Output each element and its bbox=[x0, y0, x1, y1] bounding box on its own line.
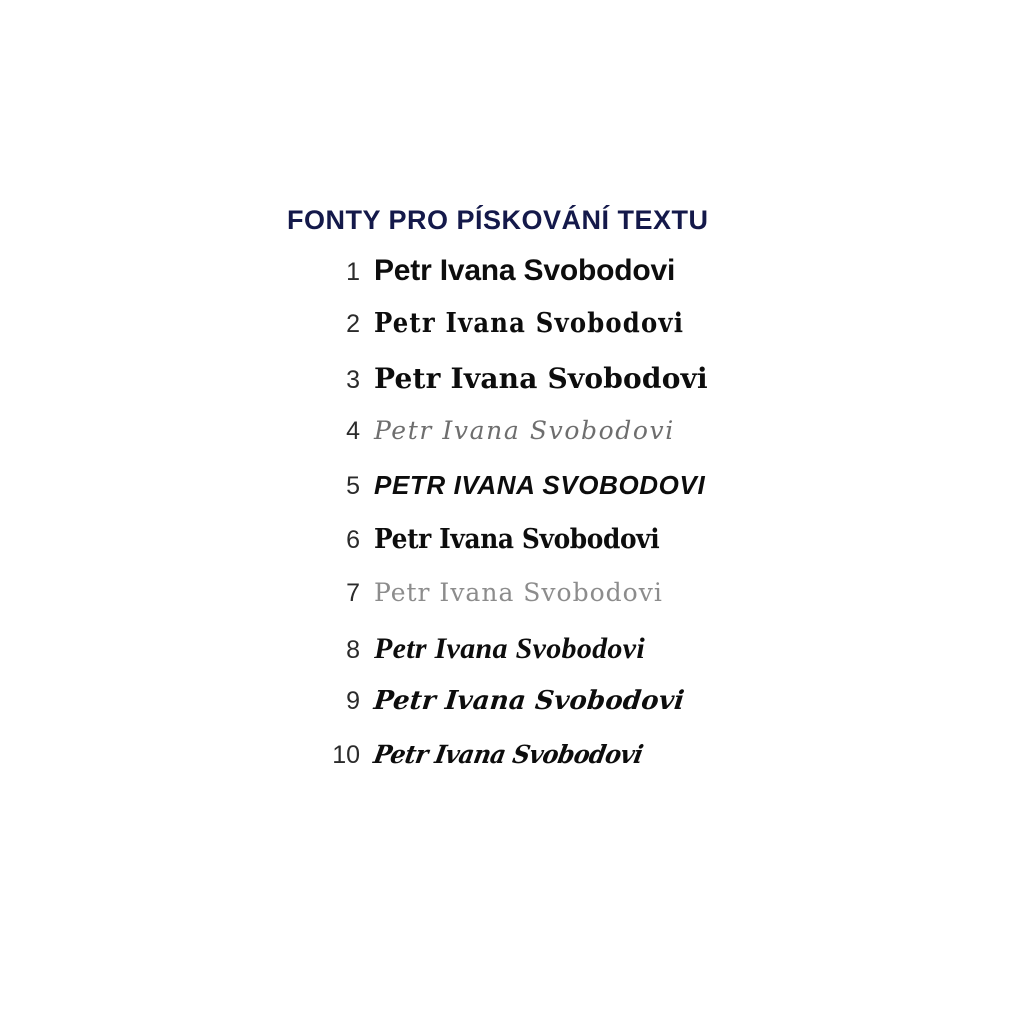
sample-text: Petr Ivana Svobodovi bbox=[372, 686, 686, 716]
list-item bbox=[0, 632, 1024, 686]
list-item bbox=[0, 578, 1024, 632]
list-item bbox=[0, 254, 1024, 308]
sample-number: 8 bbox=[346, 636, 360, 664]
list-item bbox=[0, 740, 1024, 794]
sample-text: Petr Ivana Svobodovi bbox=[374, 308, 685, 339]
sample-number: 2 bbox=[346, 310, 360, 338]
sample-text: Petr Ivana Svobodovi bbox=[374, 362, 708, 395]
list-item bbox=[0, 470, 1024, 524]
sample-number: 10 bbox=[332, 741, 360, 769]
sample-text: PETR IVANA SVOBODOVI bbox=[374, 470, 706, 500]
sample-text: Petr Ivana Svobodovi bbox=[374, 416, 675, 445]
sample-number: 4 bbox=[346, 417, 360, 445]
sample-text: Petr Ivana Svobodovi bbox=[374, 254, 676, 287]
list-item bbox=[0, 524, 1024, 578]
sample-number: 9 bbox=[346, 687, 360, 715]
list-item bbox=[0, 686, 1024, 740]
sample-number: 6 bbox=[346, 526, 360, 554]
page-title: FONTY PRO PÍSKOVÁNÍ TEXTU bbox=[287, 205, 709, 235]
font-sample-list bbox=[0, 254, 1024, 794]
sample-text: Petr Ivana Svobodovi bbox=[374, 578, 663, 607]
sample-text: Petr Ivana Svobodovi bbox=[374, 632, 645, 665]
sample-number: 1 bbox=[346, 258, 360, 286]
list-item bbox=[0, 416, 1024, 470]
font-catalog bbox=[0, 205, 1024, 794]
sample-number: 7 bbox=[346, 579, 360, 607]
sample-number: 3 bbox=[346, 366, 360, 394]
sample-text: Petr Ivana Svobodovi bbox=[374, 524, 660, 555]
sample-text: Petr Ivana Svobodovi bbox=[371, 740, 645, 769]
list-item bbox=[0, 308, 1024, 362]
sample-number: 5 bbox=[346, 472, 360, 500]
list-item bbox=[0, 362, 1024, 416]
